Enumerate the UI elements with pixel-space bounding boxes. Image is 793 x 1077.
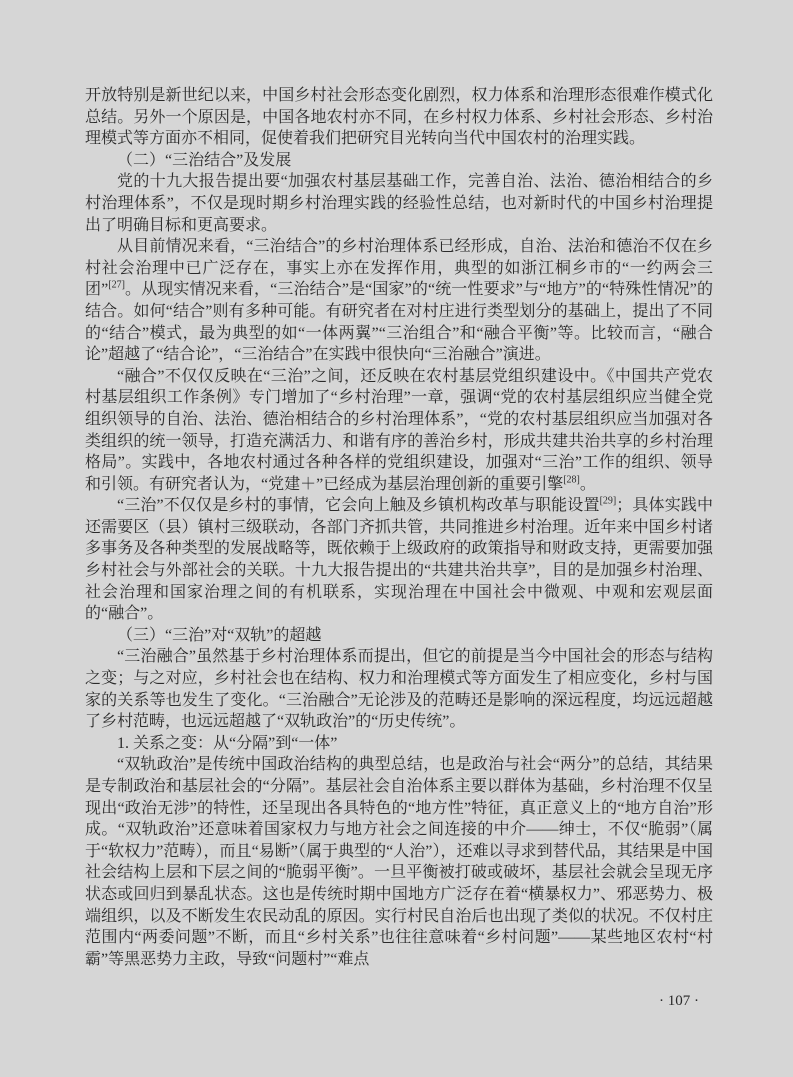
- text-run: 。: [579, 475, 596, 493]
- text-run: 党的十九大报告提出要“加强农村基层基础工作，完善自治、法治、德治相结合的乡村治理体系”，不仅是现时期乡村治理实践的经验性总结，也对新时代的中国乡村治理提出了明确目标和更高要求。: [85, 173, 713, 234]
- footnote-ref: [27]: [108, 280, 125, 292]
- text-run: 开放特别是新世纪以来，中国乡村社会形态变化剧烈，权力体系和治理形态很难作模式化总结。另外一个原因是，中国各地农村亦不同，在乡村权力体系、乡村社会形态、乡村治理模式等方面亦不相同，促使着我们把研究目光转向当代中国农村的治理实践。: [85, 87, 713, 148]
- text-run: ；具体实践中还需要区（县）镇村三级联动，各部门齐抓共管，共同推进乡村治理。近年来中国乡村诸多事务及各种类型的发展战略等，既依赖于上级政府的政策指导和财政支持，更需要加强乡村社会与外部社会的关联。十九大报告提出的“共建共治共享”，目的是加强乡村治理、社会治理和国家治理之间的有机联系，实现治理在中国社会中微观、中观和宏观层面的“融合”。: [85, 497, 713, 623]
- body-paragraph: [85, 366, 713, 496]
- text-run: “三治”不仅仅是乡村的事情，它会向上触及乡镇机构改革与职能设置: [117, 497, 600, 515]
- sub-heading: [85, 733, 713, 755]
- page-number: · 107 ·: [659, 993, 699, 1009]
- text-run: 。从现实情况来看，“三治结合”是“国家”的“统一性要求”与“地方”的“特殊性情况”的结合。如何“结合”则有多种可能。有研究者在对村庄进行类型划分的基础上，提出了不同的“结合”模式，最为典型的如“一体两翼”“三治组合”和“融合平衡”等。比较而言，“融合论”超越了“结合论”，“三治结合”在实践中很快向“三治融合”演进。: [85, 281, 713, 364]
- text-run: “双轨政治”是传统中国政治结构的典型总结，也是政治与社会“两分”的总结，其结果是专制政治和基层社会的“分隔”。基层社会自治体系主要以群体为基础，乡村治理不仅呈现出“政治无涉”的特性，还呈现出各具特色的“地方性”特征，真正意义上的“地方自治”形成。“双轨政治”还意味着国家权力与地方社会之间连接的中介——绅士，不仅“脆弱”（属于“软权力”范畴），而且“易断”（属于典型的“人治”），还难以寻求到替代品，其结果是中国社会结构上层和下层之间的“脆弱平衡”。一旦平衡被打破或破坏，基层社会就会呈现无序状态或回归到暴乱状态。这也是传统时期中国地方广泛存在着“横暴权力”、邪恶势力、极端组织，以及不断发生农民动乱的原因。实行村民自治后也出现了类似的状况。不仅村庄范围内“两委问题”不断，而且“乡村关系”也往往意味着“乡村问题”——某些地区农村“村霸”等黑恶势力主政，导致“问题村”“难点: [85, 756, 713, 968]
- body-paragraph: [85, 495, 713, 625]
- body-paragraph: [85, 646, 713, 732]
- body-paragraph: [85, 171, 713, 236]
- body-paragraph: [85, 85, 713, 150]
- text-run: 1. 关系之变：从“分隔”到“一体”: [117, 734, 338, 752]
- section-heading: [85, 625, 713, 647]
- body-paragraph: [85, 754, 713, 970]
- text-run: 从目前情况来看，“三治结合”的乡村治理体系已经形成，自治、法治和德治不仅在乡村社会治理中已广泛存在，事实上亦在发挥作用，典型的如浙江桐乡市的“一约两会三团”: [85, 238, 713, 299]
- text-run: “三治融合”虽然基于乡村治理体系而提出，但它的前提是当今中国社会的形态与结构之变；与之对应，乡村社会也在结构、权力和治理模式等方面发生了相应变化，乡村与国家的关系等也发生了变化。“三治融合”无论涉及的范畴还是影响的深远程度，均远远超越了乡村范畴，也远远超越了“双轨政治”的“历史传统”。: [85, 648, 713, 731]
- text-run: （二）“三治结合”及发展: [117, 151, 292, 169]
- page-content: [85, 85, 713, 970]
- section-heading: [85, 150, 713, 172]
- footnote-ref: [29]: [599, 495, 617, 507]
- body-paragraph: [85, 236, 713, 366]
- text-run: （三）“三治”对“双轨”的超越: [117, 626, 322, 644]
- text-run: “融合”不仅仅反映在“三治”之间，还反映在农村基层党组织建设中。《中国共产党农村基层组织工作条例》专门增加了“乡村治理”一章，强调“党的农村基层组织应当健全党组织领导的自治、法治、德治相结合的乡村治理体系”，“党的农村基层组织应当加强对各类组织的统一领导，打造充满活力、和谐有序的善治乡村，形成共建共治共享的乡村治理格局”。实践中，各地农村通过各种各样的党组织建设，加强对“三治”工作的组织、领导和引领。有研究者认为，“党建＋”已经成为基层治理创新的重要引擎: [85, 367, 713, 493]
- footnote-ref: [28]: [563, 474, 580, 486]
